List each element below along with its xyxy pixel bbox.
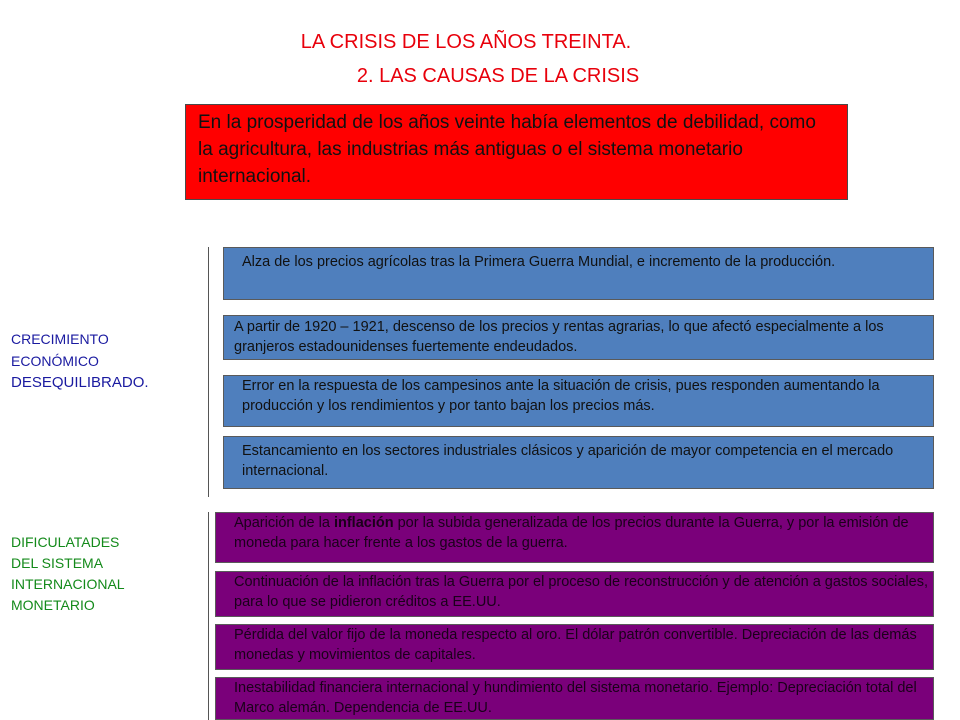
- section1-label-line: DESEQUILIBRADO.: [11, 374, 149, 391]
- section1-label-line: CRECIMIENTO: [11, 331, 109, 347]
- page-title: LA CRISIS DE LOS AÑOS TREINTA.: [300, 31, 632, 53]
- section1-item: Alza de los precios agrícolas tras la Primera Guerra Mundial, e incremento de la producción.: [223, 247, 934, 300]
- section2-label-line: MONETARIO: [11, 597, 95, 613]
- section2-item: Continuación de la inflación tras la Guerra por el proceso de reconstrucción y de atención a gastos sociales, para lo que se pidieron créditos a EE.UU.: [215, 571, 934, 617]
- section1-divider: [208, 247, 209, 497]
- section2-label: [11, 532, 125, 616]
- page-subtitle: 2. LAS CAUSAS DE LA CRISIS: [356, 65, 640, 87]
- section1-label: [11, 328, 149, 394]
- section1-item: Estancamiento en los sectores industriales clásicos y aparición de mayor competencia en el mercado internacional.: [223, 436, 934, 489]
- section1-item: Error en la respuesta de los campesinos ante la situación de crisis, pues responden aumentando la producción y los rendimientos y por tanto bajan los precios más.: [223, 375, 934, 427]
- section2-item-text: Aparición de la: [234, 515, 334, 531]
- inflation-term: inflación: [333, 515, 394, 531]
- section2-item-text: por la subida generalizada de los precios durante la Guerra, y por la emisión de moneda para hacer frente a los gastos de la guerra.: [234, 515, 909, 551]
- intro-box: En la prosperidad de los años veinte había elementos de debilidad, como la agricultura, las industrias más antiguas o el sistema monetario internacional.: [185, 104, 848, 200]
- section1-item: A partir de 1920 – 1921, descenso de los precios y rentas agrarias, lo que afectó especialmente a los granjeros estadounidenses fuertemente endeudados.: [223, 315, 934, 360]
- section2-item: Inestabilidad financiera internacional y hundimiento del sistema monetario. Ejemplo: Depreciación total del Marco alemán. Dependencia de EE.UU.: [215, 677, 934, 720]
- section2-divider: [208, 512, 209, 720]
- section2-label-line: INTERNACIONAL: [11, 576, 125, 592]
- section2-item: Pérdida del valor fijo de la moneda respecto al oro. El dólar patrón convertible. Depreciación de las demás monedas y movimientos de capitales.: [215, 624, 934, 670]
- section1-label-line: ECONÓMICO: [11, 353, 99, 369]
- section2-label-line: DIFICULATADES: [11, 534, 120, 550]
- section2-item: [215, 512, 934, 563]
- section2-label-line: DEL SISTEMA: [11, 555, 104, 571]
